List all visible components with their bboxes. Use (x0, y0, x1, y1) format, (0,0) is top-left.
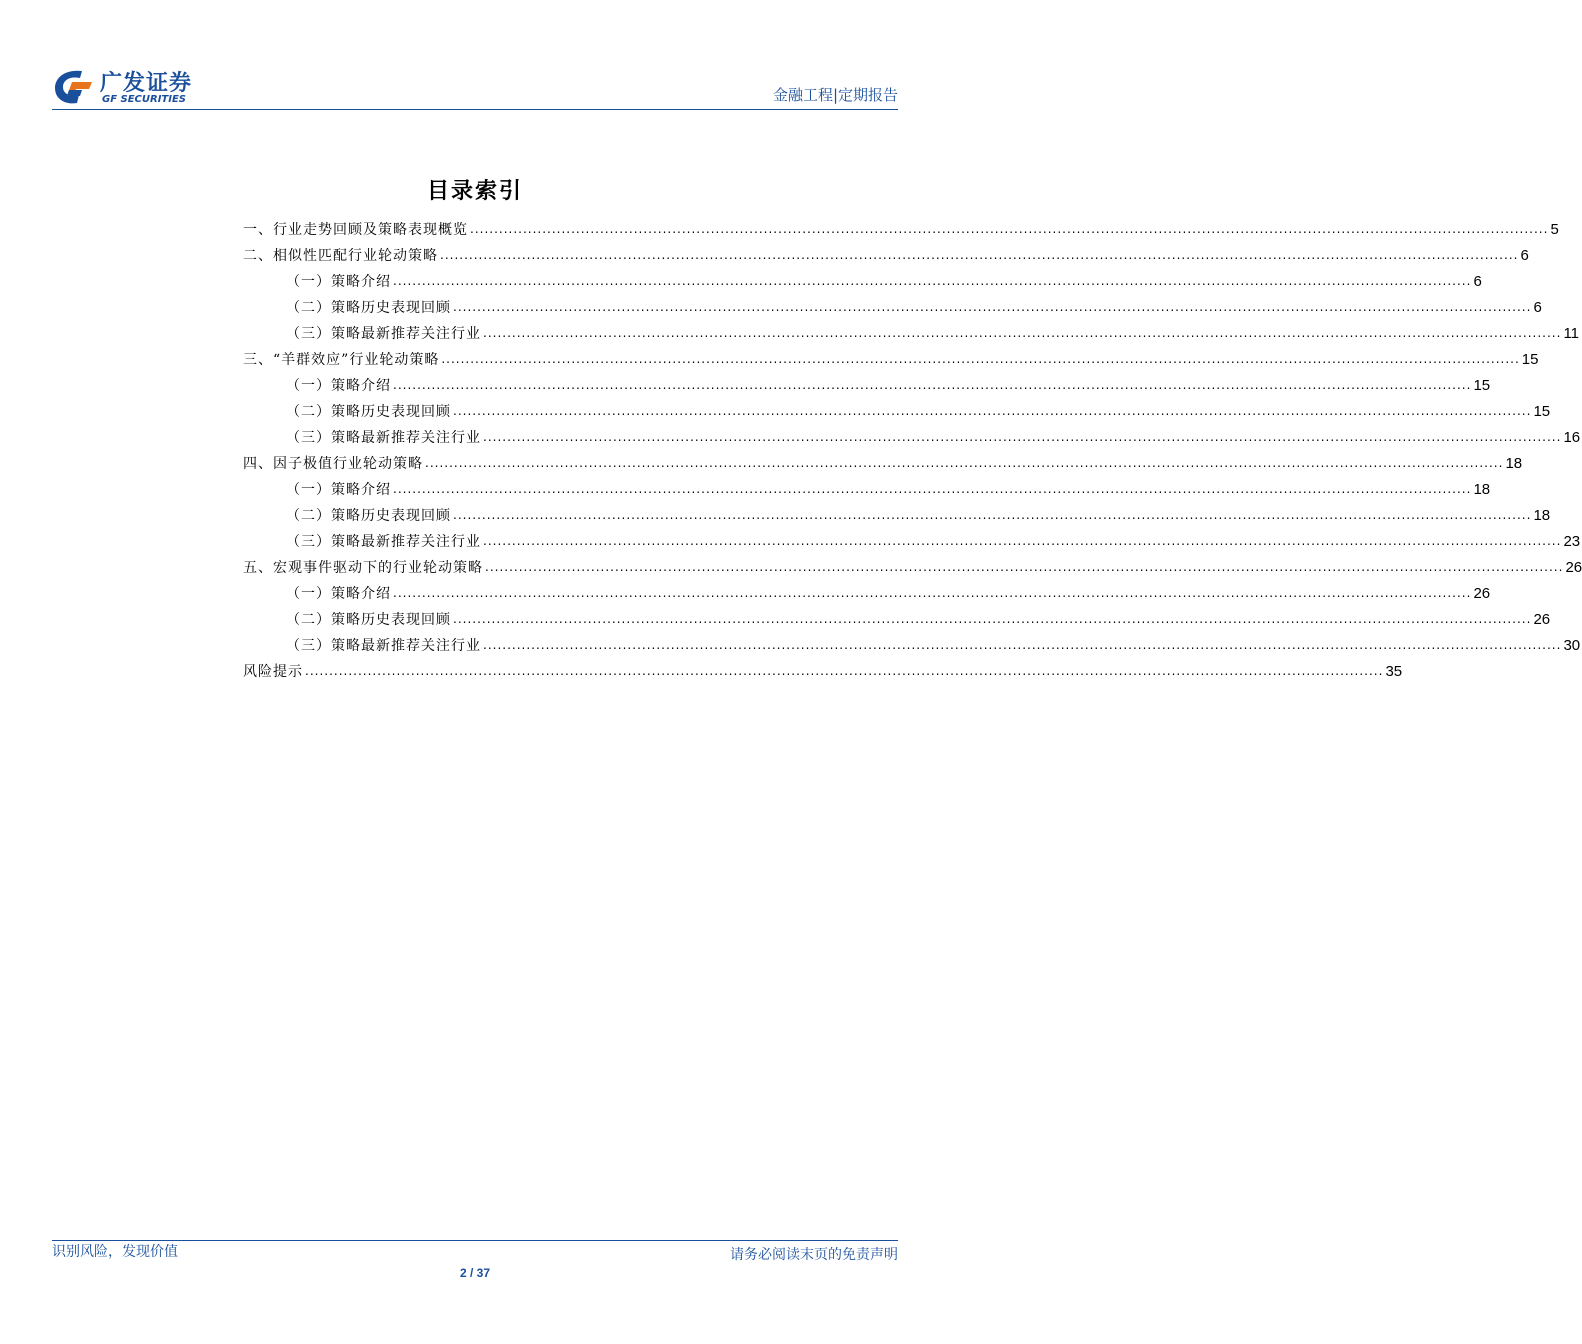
toc-entry[interactable] (243, 658, 1403, 684)
logo-english-name: GF SECURITIES (102, 94, 187, 105)
toc-dot-leader (425, 456, 1503, 470)
toc-entry-label: （三）策略最新推荐关注行业 (286, 430, 481, 446)
toc-entry-label: （二）策略历史表现回顾 (286, 404, 451, 420)
toc-entry[interactable] (243, 528, 1581, 554)
toc-dot-leader (483, 326, 1561, 340)
toc-entry[interactable] (243, 268, 1482, 294)
toc-entry-page: 15 (1521, 350, 1539, 368)
toc-entry-label: 四、因子极值行业轮动策略 (243, 456, 423, 472)
toc-dot-leader (485, 560, 1563, 574)
toc-entry-page: 6 (1473, 272, 1482, 290)
toc-entry[interactable] (243, 424, 1581, 450)
gf-logo-icon (52, 68, 94, 106)
toc-title: 目录索引 (426, 178, 523, 204)
toc-entry[interactable] (243, 320, 1580, 346)
toc-entry-page: 15 (1473, 376, 1491, 394)
toc-dot-leader (470, 222, 1548, 236)
toc-dot-leader (305, 664, 1383, 678)
toc-entry-page: 26 (1565, 558, 1582, 576)
toc-entry-page: 18 (1473, 480, 1491, 498)
toc-entry-page: 16 (1563, 428, 1581, 446)
toc-dot-leader (453, 612, 1531, 626)
toc-entry-label: （三）策略最新推荐关注行业 (286, 638, 481, 654)
toc-entry-label: （一）策略介绍 (286, 586, 391, 602)
table-of-contents (243, 216, 1582, 684)
toc-entry-label: 五、宏观事件驱动下的行业轮动策略 (243, 560, 483, 576)
toc-entry-label: 一、行业走势回顾及策略表现概览 (243, 222, 468, 238)
toc-entry[interactable] (243, 632, 1581, 658)
toc-dot-leader (453, 404, 1531, 418)
toc-entry-label: （三）策略最新推荐关注行业 (286, 534, 481, 550)
toc-entry[interactable] (243, 476, 1491, 502)
toc-entry-label: （二）策略历史表现回顾 (286, 612, 451, 628)
toc-dot-leader (483, 534, 1561, 548)
toc-entry[interactable] (243, 580, 1491, 606)
footer-slogan: 识别风险，发现价值 (52, 1244, 178, 1260)
toc-entry-page: 18 (1505, 454, 1523, 472)
toc-entry[interactable] (243, 398, 1551, 424)
toc-dot-leader (393, 274, 1471, 288)
toc-dot-leader (483, 430, 1561, 444)
toc-entry-label: （二）策略历史表现回顾 (286, 508, 451, 524)
report-category: 金融工程|定期报告 (772, 86, 898, 104)
toc-dot-leader (393, 378, 1471, 392)
toc-dot-leader (393, 586, 1471, 600)
gf-securities-logo (52, 66, 212, 110)
page-header (52, 62, 898, 110)
toc-entry-page: 35 (1385, 662, 1403, 680)
toc-entry[interactable] (243, 502, 1551, 528)
toc-entry-page: 26 (1473, 584, 1491, 602)
toc-entry-label: 三、“羊群效应”行业轮动策略 (243, 352, 440, 368)
toc-entry-label: （三）策略最新推荐关注行业 (286, 326, 481, 342)
toc-dot-leader (440, 248, 1518, 262)
toc-entry-label: （二）策略历史表现回顾 (286, 300, 451, 316)
logo-chinese-name: 广发证券 (100, 71, 193, 96)
toc-entry[interactable] (243, 450, 1523, 476)
toc-dot-leader (453, 508, 1531, 522)
toc-entry-label: （一）策略介绍 (286, 274, 391, 290)
page-number: 2 / 37 (459, 1266, 491, 1280)
toc-entry[interactable] (243, 372, 1491, 398)
toc-entry[interactable] (243, 554, 1582, 580)
toc-entry-page: 11 (1563, 324, 1580, 342)
toc-entry-label: 风险提示 (243, 664, 303, 680)
toc-entry-label: （一）策略介绍 (286, 482, 391, 498)
footer-disclaimer: 请务必阅读末页的免责声明 (730, 1247, 898, 1263)
toc-entry-page: 15 (1533, 402, 1551, 420)
toc-entry[interactable] (243, 606, 1551, 632)
toc-dot-leader (483, 638, 1561, 652)
footer-divider (52, 1240, 898, 1241)
toc-entry-page: 6 (1520, 246, 1529, 264)
toc-entry-page: 23 (1563, 532, 1581, 550)
toc-entry-page: 30 (1563, 636, 1581, 654)
toc-dot-leader (453, 300, 1531, 314)
toc-dot-leader (441, 352, 1519, 366)
toc-entry[interactable] (243, 216, 1559, 242)
toc-entry[interactable] (243, 294, 1542, 320)
header-divider (52, 109, 898, 110)
toc-entry-page: 6 (1533, 298, 1542, 316)
toc-entry-page: 18 (1533, 506, 1551, 524)
toc-entry-label: 二、相似性匹配行业轮动策略 (243, 248, 438, 264)
toc-entry-page: 5 (1550, 220, 1559, 238)
toc-entry-label: （一）策略介绍 (286, 378, 391, 394)
toc-dot-leader (393, 482, 1471, 496)
toc-entry[interactable] (243, 346, 1539, 372)
toc-entry-page: 26 (1533, 610, 1551, 628)
toc-entry[interactable] (243, 242, 1529, 268)
